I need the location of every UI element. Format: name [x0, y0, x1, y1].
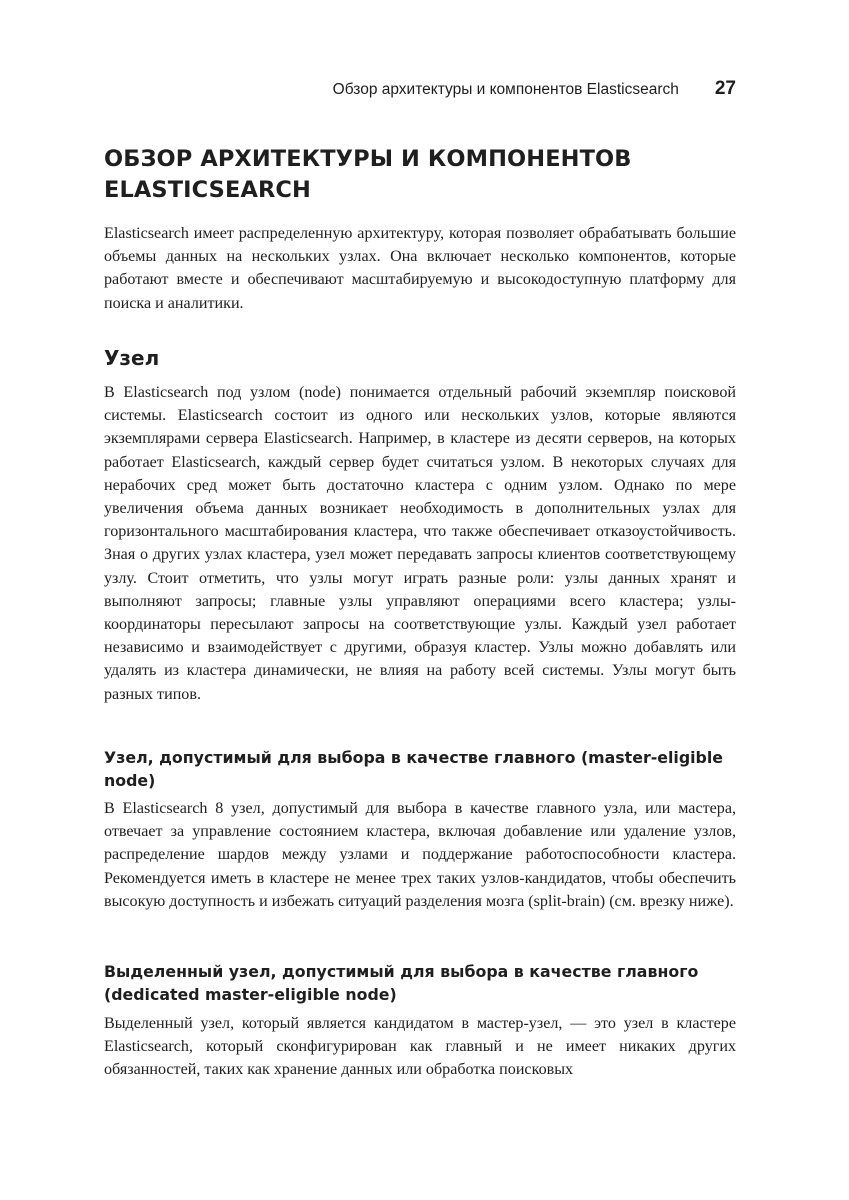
node-paragraph: В Elasticsearch под узлом (node) понимается отдельный рабочий экземпляр поисковой системы. Elasticsearch состоит из одного или нескольких узлов, которые являются экземплярами сервера Elasticsearch. Например, в кластере из десяти серверов, на которых работает Elasticsearch, каждый сервер будет считаться узлом. В некоторых случаях для нерабочих сред может быть достаточно кластера с одним узлом. Однако по мере увеличения объема данных возникает необходимость в дополнительных узлах для горизонтального масштабирования кластера, что также обеспечивает отказоустойчивость. Зная о других узлах кластера, узел может передавать запросы клиентов соответствующему узлу. Стоит отметить, что узлы могут играть разные роли: узлы данных хранят и выполняют запросы; главные узлы управляют операциями всего кластера; узлы-координаторы пересылают запросы на соответствующие узлы. Каждый узел работает независимо и взаимодействует с другими, образуя кластер. Узлы можно добавлять или удалять из кластера динамически, не влияя на работу всей системы. Узлы могут быть разных типов. — [104, 384, 736, 703]
section-heading-dedicated-master: Выделенный узел, допустимый для выбора в качестве главного (dedicated master-eligible node) — [104, 962, 699, 1004]
section-heading-node: Узел — [104, 346, 160, 370]
master-eligible-paragraph: В Elasticsearch 8 узел, допустимый для выбора в качестве главного узла, или мастера, отвечает за управление состоянием кластера, включая добавление или удаление узлов, распределение шардов между узлами и поддержание работоспособности кластера. Рекомендуется иметь в кластере не менее трех таких узлов-кандидатов, чтобы обеспечить высокую доступность и избежать ситуаций разделения мозга (split-brain) (см. врезку ниже). — [104, 800, 736, 910]
chapter-title: ОБЗОР АРХИТЕКТУРЫ И КОМПОНЕНТОВ ELASTICSEARCH — [104, 146, 632, 203]
running-header — [333, 78, 736, 100]
section-heading-master-eligible: Узел, допустимый для выбора в качестве главного (master-eligible node) — [104, 748, 723, 790]
page-number: 27 — [714, 78, 736, 99]
dedicated-master-paragraph: Выделенный узел, который является кандидатом в мастер-узел, — это узел в кластере Elasticsearch, который сконфигурирован как главный и не имеет никаких других обязанностей, таких как хранение данных или обработка поисковых — [104, 1015, 736, 1079]
running-title: Обзор архитектуры и компонентов Elasticsearch — [332, 81, 679, 98]
intro-paragraph: Elasticsearch имеет распределенную архитектуру, которая позволяет обрабатывать большие объемы данных на нескольких узлах. Она включает несколько компонентов, которые работают вместе и обеспечивают масштабируемую и высокодоступную платформу для поиска и аналитики. — [104, 225, 736, 312]
